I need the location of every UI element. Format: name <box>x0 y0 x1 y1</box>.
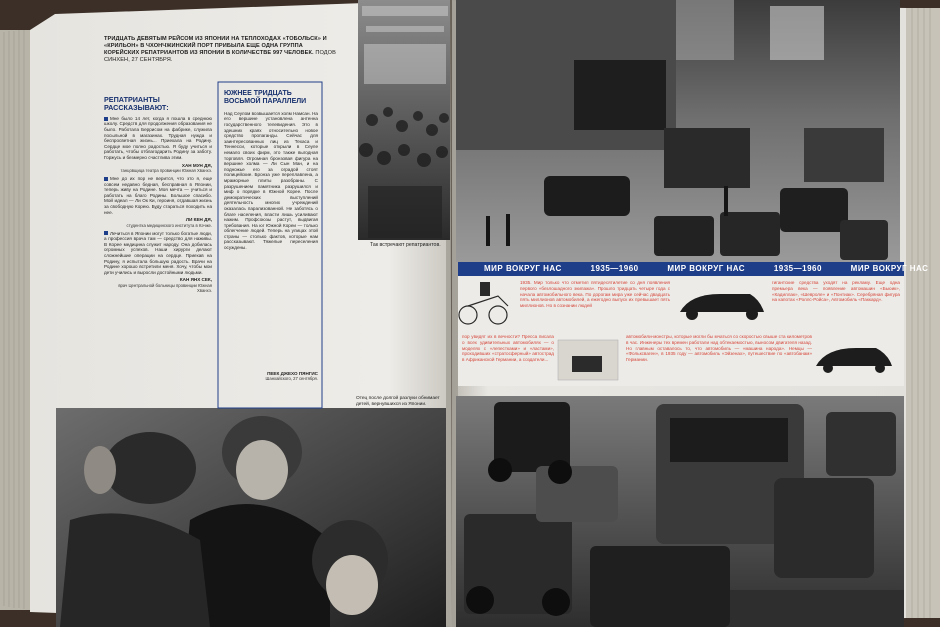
intro-text: ТРИДЦАТЬ ДЕВЯТЫМ РЕЙСОМ ИЗ ЯПОНИИ НА ТЕПЛОХОДАХ «ТОБОЛЬСК» И «КРИЛЬОН» В ЧХОНЧЖИНСКИЙ ПОРТ ПРИБЫЛА ЕЩЕ ОДНА ГРУППА КОРЕЙСКИХ РЕПАТРИАНТОВ ИЗ ЯПОНИИ В КОЛИЧЕСТВЕ 997 ЧЕЛОВЕК. <box>104 36 327 56</box>
parallel-body: Над Сеулом возвышается холм Намсан. На его вершине установлена антенна государственного телевидения. Это в здешних краях относительно новое средство пропаганды. Сейчас для заинтересованных лиц из Техаса и Теннесси, которые открыли в Сеуле немало своих фирм, это также выгодная торговля. Огромная бронзовая фигура на вершине холма — Ли Сын Ман, и на подножье его за оградой стоят полицейские. Бронза уже переплавлена, а мраморные плиты разобраны. С разрушением памятника разрушился и миф о порядке в Южной Корее. После демократических выступлений деятельность многих учреждений оказалась парализованной. Не заботясь о благе населения, власти лишь усиливают нажим. Профсоюзы растут, выдвигая требования. На юг Южной Кореи — только облегчение людей. Теперь на улицах этой страны — столько фактов, которые нам рассказывают. Тяжелые переселения осуждены. <box>224 110 318 251</box>
intro-paragraph <box>104 36 336 64</box>
signature-2-name: ЛИ КЕН ДЯ, <box>185 217 212 223</box>
square-bullet-icon <box>104 177 108 181</box>
quote-1: Мне было 14 лет, когда я пошла в среднюю школу. Средств для продолжения образования не было. Работала Беррисом на фабрике, служила посыльной в магазинах. Трудная нужда и беспросветная жизнь... Приехала на Родину. Сердце мое полно радостью. Я буду учиться и работать, чтобы отблагодарить Родину за заботу. Горжусь и безмерно счастлива этим. <box>104 115 212 160</box>
right-page-edges <box>906 8 940 618</box>
signature-3-name: КАН ЯНХ СЕК, <box>179 277 212 283</box>
intro-source: ПОДОВ СИНХЕН, 27 СЕНТЯБРЯ. <box>104 50 336 63</box>
quote-3: Лечиться в Японии могут только богатые люди, а профессия врача там — средство для наживы. В Корее медицина служит народу. Она добилась огромных успехов. Наши хирурги делают сложнейшие операции на сердце. Приехав на Родину, я испытала большую радость. Врачи на Родине хорошо встретили меня. Хочу, чтобы мои дети учились и выросли достойными людьми. <box>104 230 212 275</box>
repatriates-heading: РЕПАТРИАНТЫ РАССКАЗЫВАЮТ: <box>104 95 169 113</box>
signature-3-role: врач Центральной больницы провинции Южная Хванхэ. <box>118 282 212 293</box>
history-text-block-2: гигантские средства уходят на рекламу. Еще одна премьера века — появление автомашин «Бьюик», «Кадиллак», «Шевроле» и «Понтиак». Серебряная фигура на капотах «Роллс-Ройса», Автомобиль «Паккард». <box>772 280 900 303</box>
signature-1-role: танцовщица театра провинции Южная Хванхэ. <box>120 167 212 173</box>
column-repatriates <box>104 96 212 293</box>
banner-item-3: МИР ВОКРУГ НАС <box>667 264 746 273</box>
history-text-block-4: пор увидят их в вечности? Пресса писала о всех удивительных автомобилях — о моделях с «лепестками» и «ластами», проходивших «стратосферный» автострад в Африканской Германии, а создатели... <box>462 334 554 363</box>
banner-item-4: 1935—1960 <box>773 264 822 273</box>
column-38th-parallel <box>224 90 318 381</box>
left-page-edges <box>0 30 30 610</box>
parallel-signature-role: Шанхайского, 27 сентября. <box>265 376 318 382</box>
signature-2-role: студентка медицинского института в Кэчже. <box>126 222 212 228</box>
banner-item-1: МИР ВОКРУГ НАС <box>484 264 562 273</box>
quote-2: Мне до их пор не верится, что это я, еще совсем недавно бедная, бесправная в Японии, теперь живу на Родине. Моя мечта — учиться и работать на благо Родины. Большое спасибо. Мой идеал — Ли Ок Ки, героиня, отдавшая жизнь за свободную Корею. Буду стараться походить на нее. <box>104 175 212 215</box>
banner-item-5: МИР ВОКРУГ НАС <box>850 264 929 273</box>
parallel-heading: ЮЖНЕЕ ТРИДЦАТЬ ВОСЬМОЙ ПАРАЛЛЕЛИ <box>224 90 307 106</box>
banner-item-2: 1935—1960 <box>590 264 639 273</box>
history-text-block-1: 1935. Мир только что отметил пятидесятилетие со дня появления первого «безлошадного экипажа». Прошло тридцать четыре года с начала автомобильного века. По дорогам мира уже сейчас двадцать пять миллионов автомобилей, а ежегодно выпуск их превышает пять миллионов. Но в сознании людей <box>520 280 670 309</box>
embrace-photo-caption: Отец после долгой разлуки обнимает детей, вернувшихся из Японии. <box>356 396 440 407</box>
signature-1-name: ХАН МУН ДЯ, <box>181 162 212 168</box>
parallel-signature-name: ПЕЕК ДЖЕХО ПЯНГИС <box>267 370 318 376</box>
repatriates-body <box>104 116 212 293</box>
square-bullet-icon <box>104 117 108 121</box>
square-bullet-icon <box>104 231 108 235</box>
history-text-block-3: автомобили-монстры, которые могли бы мчаться со скоростью свыше ста километров в час. Инженеры тех времен работали над обтекаемостью, выносом двигателя назад. Но главным оставалось то, что автомобиль — «машина народа». Немцы — «Фольксваген», в 1935 году — автомобиль «Эйзенах», путешествие по «автобанам» Германии. <box>626 334 812 363</box>
crowd-photo-caption: Так встречают репатриантов. <box>370 242 441 248</box>
world-around-us-banner <box>458 262 929 276</box>
